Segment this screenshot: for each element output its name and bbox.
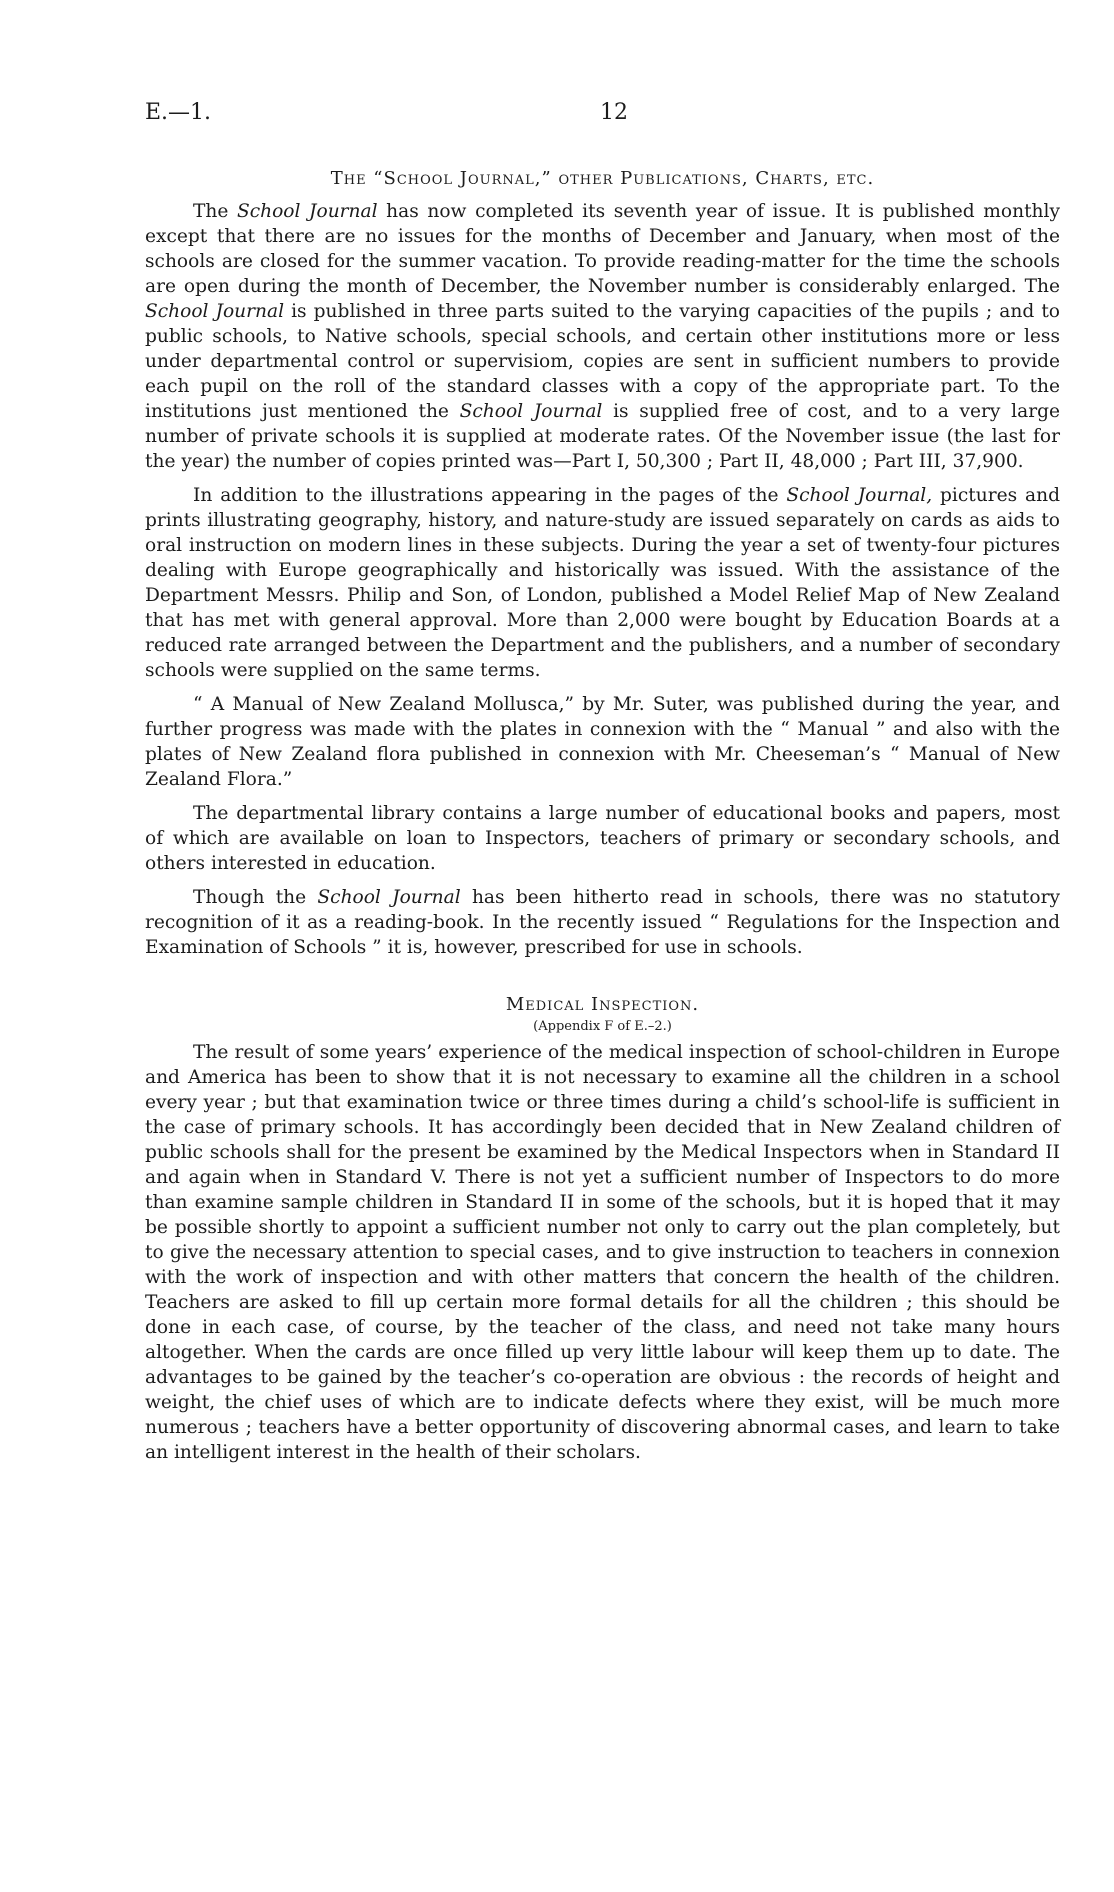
appendix-note: (Appendix F of E.–2.) [533, 1019, 672, 1034]
italic-title-text: School Journal [236, 201, 378, 222]
paragraph [145, 801, 1060, 876]
paragraph [145, 483, 1060, 683]
document-page [145, 100, 1060, 1474]
paragraph-text: Though the [193, 887, 318, 908]
page-number: 12 [600, 100, 628, 125]
paragraph [145, 885, 1060, 960]
paragraph-text: pictures and prints illustrating geography, history, and nature-study are issued separately on cards as aids to oral instruction on modern lines in these subjects. During the year a set of twenty-four pictures dealing with Europe geographically and historically was issued. With the assistance of the Department Messrs. Philip and Son, of London, published a Model Relief Map of New Zealand that has met with general approval. More than 2,000 were bought by Education Boards at a reduced rate arranged between the Department and the publishers, and a number of secondary schools were supplied on the same terms. [145, 485, 1060, 681]
paragraph-text: The departmental library contains a large number of educational books and papers, most of which are available on loan to Inspectors, teachers of primary or secondary schools, and others interested in education. [145, 803, 1060, 874]
paragraph-text: has now completed its seventh year of issue. It is published monthly except that there are no issues for the months of December and January, when most of the schools are closed for the summer vacation. To provide reading-matter for the time the schools are open during the month of December, the November number is considerably enlarged. The [145, 201, 1060, 297]
paragraph [145, 199, 1060, 474]
italic-title-text: School Journal [145, 301, 285, 322]
section-heading-medical: Medical Inspection. [505, 994, 700, 1015]
italic-title-text: School Journal [317, 887, 461, 908]
section-heading-publications: The “School Journal,” other Publications, Charts, etc. [330, 168, 875, 189]
paragraph-text: “ A Manual of New Zealand Mollusca,” by Mr. Suter, was published during the year, and further progress was made with the plates in connexion with the “ Manual ” and also with the plates of New Zealand flora published in connexion with Mr. Cheeseman’s “ Manual of New Zealand Flora.” [145, 694, 1060, 790]
paragraph-text: is published in three parts suited to the varying capacities of the pupils ; and to public schools, to Native schools, special schools, and certain other institutions more or less under departmental control or supervisiom, copies are sent in sufficient numbers to provide each pupil on the roll of the standard classes with a copy of the appropriate part. To the institutions just mentioned the [145, 301, 1060, 422]
paragraph-text: In addition to the illustrations appearing in the pages of the [193, 485, 787, 506]
paragraph-text: has been hitherto read in schools, there was no statutory recognition of it as a reading-book. In the recently issued “ Regulations for the Inspection and Examination of Schools ” it is, however, prescribed for use in schools. [145, 887, 1060, 958]
section-body-medical [145, 1040, 1060, 1465]
section-body-publications [145, 199, 1060, 960]
paragraph [145, 1040, 1060, 1465]
paragraph-text: The [193, 201, 237, 222]
paragraph-text: The result of some years’ experience of the medical inspection of school-children in Europe and America has been to show that it is not necessary to examine all the children in a school every year ; but that examination twice or three times during a child’s school-life is sufficient in the case of primary schools. It has accordingly been decided that in New Zealand children of public schools shall for the present be examined by the Medical Inspectors when in Standard II and again when in Standard V. There is not yet a sufficient number of Inspectors to do more than examine sample children in Standard II in some of the schools, but it is hoped that it may be possible shortly to appoint a sufficient number not only to carry out the plan completely, but to give the necessary attention to special cases, and to give instruction to teachers in connexion with the work of inspection and with other matters that concern the health of the children. Teachers are asked to fill up certain more formal details for all the children ; this should be done in each case, of course, by the teacher of the class, and need not take many hours altogether. When the cards are once filled up very little labour will keep them up to date. The advantages to be gained by the teacher’s co-operation are obvious : the records of height and weight, the chief uses of which are to indicate defects where they exist, will be much more numerous ; teachers have a better opportunity of discovering abnormal cases, and learn to take an intelligent interest in the health of their scholars. [145, 1042, 1060, 1463]
italic-title-text: School Journal [459, 401, 603, 422]
page-header [145, 100, 1060, 140]
paragraph [145, 692, 1060, 792]
page-reference: E.—1. [145, 100, 212, 125]
italic-title-text: School Journal, [786, 485, 933, 506]
paragraph-text: is supplied free of cost, and to a very large number of private schools it is supplied at moderate rates. Of the November issue (the last for the year) the number of copies printed was—Part I, 50,300 ; Part II, 48,000 ; Part III, 37,900. [145, 401, 1060, 472]
